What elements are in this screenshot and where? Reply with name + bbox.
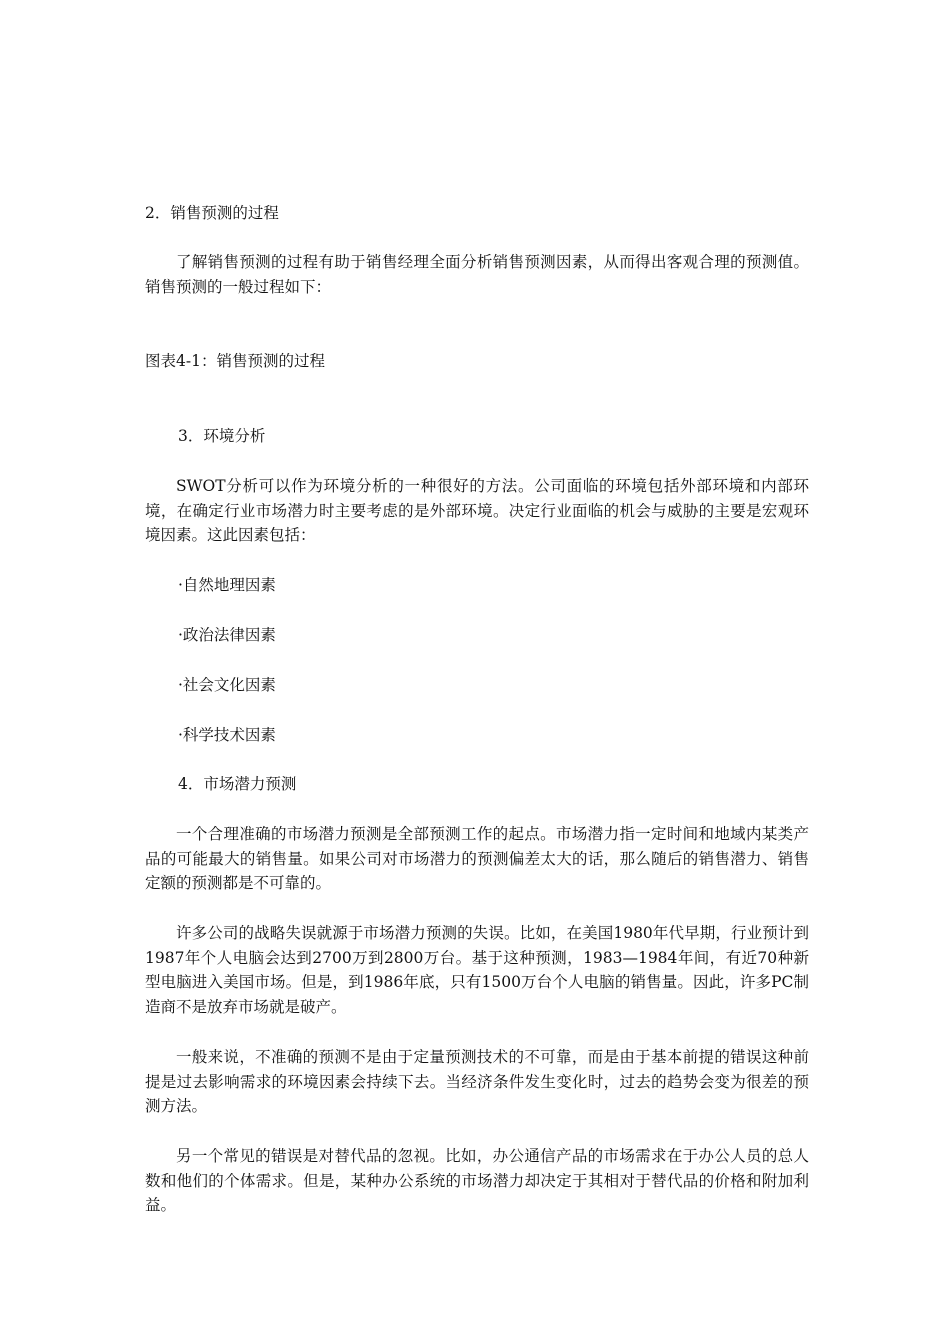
figure-caption: 图表4-1：销售预测的过程 xyxy=(145,352,325,370)
paragraph-environment: SWOT分析可以作为环境分析的一种很好的方法。公司面临的环境包括外部环境和内部环境，在确定行业市场潜力时主要考虑的是外部环境。决定行业面临的机会与威胁的主要是宏观环境因素。这此因素包括： xyxy=(145,477,809,544)
section-heading-environment: 3．环境分析 xyxy=(178,427,266,445)
document-page xyxy=(145,0,809,1344)
paragraph-market-potential-2: 许多公司的战略失误就源于市场潜力预测的失误。比如，在美国1980年代早期，行业预计到1987年个人电脑会达到2700万到2800万台。基于这种预测，1983—1984年间，有近70种新型电脑进入美国市场。但是，到1986年底，只有1500万台个人电脑的销售量。因此，许多PC制造商不是放弃市场就是破产。 xyxy=(145,924,809,1016)
paragraph-market-potential-4: 另一个常见的错误是对替代品的忽视。比如，办公通信产品的市场需求在于办公人员的总人数和他们的个体需求。但是，某种办公系统的市场潜力却决定于其相对于替代品的价格和附加利益。 xyxy=(145,1147,809,1214)
factor-item: ·科学技术因素 xyxy=(178,726,276,744)
paragraph-market-potential-1: 一个合理准确的市场潜力预测是全部预测工作的起点。市场潜力指一定时间和地域内某类产品的可能最大的销售量。如果公司对市场潜力的预测偏差太大的话，那么随后的销售潜力、销售定额的预测都是不可靠的。 xyxy=(145,825,809,892)
factor-item: ·政治法律因素 xyxy=(178,626,276,644)
section-heading-sales-process: 2．销售预测的过程 xyxy=(145,204,279,222)
section-heading-market-potential: 4．市场潜力预测 xyxy=(178,775,297,793)
factor-item: ·自然地理因素 xyxy=(178,576,276,594)
paragraph-market-potential-3: 一般来说，不准确的预测不是由于定量预测技术的不可靠，而是由于基本前提的错误这种前提是过去影响需求的环境因素会持续下去。当经济条件发生变化时，过去的趋势会变为很差的预测方法。 xyxy=(145,1048,809,1115)
paragraph-sales-process: 了解销售预测的过程有助于销售经理全面分析销售预测因素，从而得出客观合理的预测值。销售预测的一般过程如下： xyxy=(145,253,809,296)
factor-item: ·社会文化因素 xyxy=(178,676,276,694)
